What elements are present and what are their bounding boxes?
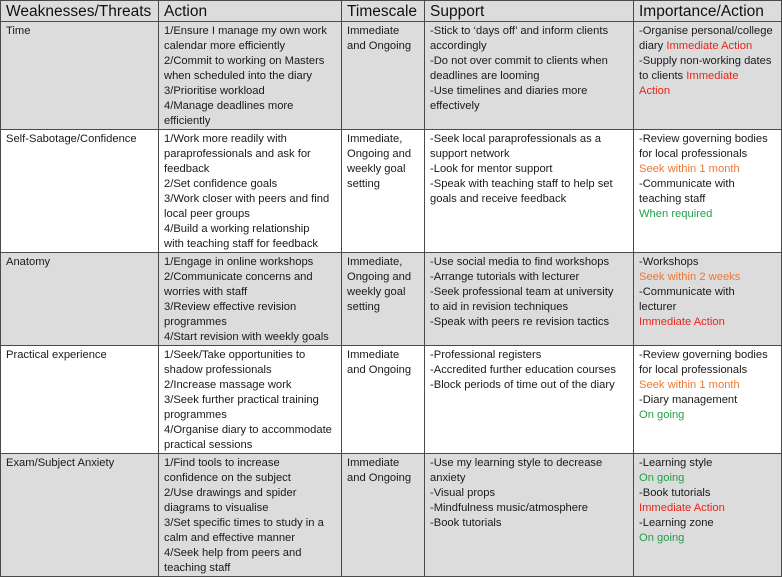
support-cell (425, 130, 634, 253)
cell-line: practical sessions (164, 439, 253, 451)
timescale-cell (342, 454, 425, 577)
cell-line (639, 486, 777, 501)
cell-line: Ongoing and (347, 148, 412, 160)
cell-line: -Use social media to find workshops (430, 256, 610, 268)
status-label: Immediate Action (639, 316, 725, 328)
status-label: On going (639, 472, 685, 484)
weakness-cell: Exam/Subject Anxiety (1, 454, 159, 577)
cell-line: weekly goal (347, 163, 406, 175)
cell-line: 2/Use drawings and spider (164, 487, 297, 499)
action-cell (159, 22, 342, 130)
cell-line: calm and effective manner (164, 532, 296, 544)
cell-line: -Block periods of time out of the diary (430, 379, 615, 391)
cell-line: Ongoing and (347, 271, 412, 283)
header-timescale: Timescale (342, 1, 425, 22)
cell-line (639, 315, 777, 330)
cell-line (639, 456, 777, 471)
header-support: Support (425, 1, 634, 22)
cell-line: 1/Seek/Take opportunities to (164, 349, 306, 361)
cell-line: 3/Seek further practical training (164, 394, 319, 406)
cell-line: feedback (164, 163, 210, 175)
cell-line: Immediate, (347, 256, 403, 268)
cell-line: diagrams to visualise (164, 502, 269, 514)
cell-line (639, 255, 777, 270)
cell-line: 1/Ensure I manage my own work (164, 25, 327, 37)
cell-line: -Speak with peers re revision tactics (430, 316, 610, 328)
cell-line: programmes (164, 316, 227, 328)
cell-line (639, 378, 777, 393)
status-label: Action (639, 85, 671, 97)
importance-cell (634, 22, 782, 130)
cell-line: goals and receive feedback (430, 193, 567, 205)
cell-line: accordingly (430, 40, 487, 52)
cell-line: Immediate (347, 349, 400, 361)
cell-line: support network (430, 148, 510, 160)
cell-line: local peer groups (164, 208, 250, 220)
cell-line: paraprofessionals and ask for (164, 148, 311, 160)
cell-line: 3/Work closer with peers and find (164, 193, 330, 205)
status-label: Seek within 2 weeks (639, 271, 741, 283)
support-cell (425, 253, 634, 346)
cell-line (639, 147, 777, 162)
status-label: On going (639, 532, 685, 544)
cell-line (639, 300, 777, 315)
action-cell (159, 130, 342, 253)
support-cell (425, 22, 634, 130)
cell-line: 4/Start revision with weekly goals (164, 331, 329, 343)
cell-text: for local professionals (639, 148, 748, 160)
table-row (1, 253, 782, 346)
cell-line: and Ongoing (347, 40, 412, 52)
cell-line: worries with staff (164, 286, 248, 298)
timescale-cell (342, 346, 425, 454)
status-label: Seek within 1 month (639, 379, 740, 391)
timescale-cell (342, 253, 425, 346)
cell-text: for local professionals (639, 364, 748, 376)
timescale-cell (342, 22, 425, 130)
timescale-cell (342, 130, 425, 253)
cell-text: -Diary management (639, 394, 738, 406)
cell-line: -Arrange tutorials with lecturer (430, 271, 580, 283)
cell-line (639, 516, 777, 531)
importance-cell (634, 130, 782, 253)
cell-text: to clients (639, 70, 687, 82)
cell-line: anxiety (430, 472, 466, 484)
cell-line (639, 363, 777, 378)
cell-text: -Review governing bodies (639, 133, 768, 145)
cell-line: when scheduled into the diary (164, 70, 313, 82)
cell-line: -Visual props (430, 487, 496, 499)
cell-line: Immediate (347, 25, 400, 37)
cell-line: -Use timelines and diaries more (430, 85, 588, 97)
cell-text: lecturer (639, 301, 677, 313)
cell-line (639, 531, 777, 546)
status-label: Immediate (686, 70, 739, 82)
weakness-cell: Self-Sabotage/Confidence (1, 130, 159, 253)
cell-line (639, 192, 777, 207)
table-row (1, 22, 782, 130)
header-importance: Importance/Action (634, 1, 782, 22)
weakness-cell: Anatomy (1, 253, 159, 346)
cell-line: -Mindfulness music/atmosphere (430, 502, 588, 514)
cell-line: 1/Engage in online workshops (164, 256, 314, 268)
action-cell (159, 454, 342, 577)
action-cell (159, 346, 342, 454)
cell-line (639, 207, 777, 222)
cell-line: efficiently (164, 115, 211, 127)
cell-text: -Learning style (639, 457, 713, 469)
cell-line: deadlines are looming (430, 70, 540, 82)
cell-line (639, 348, 777, 363)
action-cell (159, 253, 342, 346)
cell-line: 4/Build a working relationship (164, 223, 310, 235)
header-action: Action (159, 1, 342, 22)
cell-line: -Speak with teaching staff to help set (430, 178, 613, 190)
cell-line (639, 132, 777, 147)
cell-line (639, 408, 777, 423)
cell-line (639, 471, 777, 486)
cell-line: effectively (430, 100, 480, 112)
header-row (1, 1, 782, 22)
cell-line: 4/Manage deadlines more (164, 100, 294, 112)
cell-line (639, 177, 777, 192)
importance-cell (634, 346, 782, 454)
support-cell (425, 454, 634, 577)
cell-line: Immediate, (347, 133, 403, 145)
cell-line: calendar more efficiently (164, 40, 286, 52)
status-label: Immediate Action (666, 40, 753, 52)
cell-text: -Communicate with (639, 286, 735, 298)
cell-line: 3/Review effective revision (164, 301, 297, 313)
cell-line (639, 39, 777, 54)
cell-text: teaching staff (639, 193, 706, 205)
cell-line: setting (347, 178, 380, 190)
status-label: When required (639, 208, 713, 220)
cell-line (639, 393, 777, 408)
cell-text: -Supply non-working dates (639, 55, 772, 67)
cell-line (639, 285, 777, 300)
cell-line: 1/Work more readily with (164, 133, 287, 145)
header-weaknesses: Weaknesses/Threats (1, 1, 159, 22)
cell-text: -Workshops (639, 256, 699, 268)
cell-line: 2/Increase massage work (164, 379, 292, 391)
weakness-cell: Practical experience (1, 346, 159, 454)
cell-line: Immediate (347, 457, 400, 469)
cell-line: teaching staff (164, 562, 231, 574)
cell-line: programmes (164, 409, 227, 421)
cell-line: -Look for mentor support (430, 163, 553, 175)
table-row (1, 130, 782, 253)
importance-cell (634, 253, 782, 346)
cell-text: -Communicate with (639, 178, 735, 190)
cell-line: -Use my learning style to decrease (430, 457, 603, 469)
cell-text: -Review governing bodies (639, 349, 768, 361)
cell-line: 2/Commit to working on Masters (164, 55, 325, 67)
cell-line: setting (347, 301, 380, 313)
cell-line: 4/Seek help from peers and (164, 547, 302, 559)
cell-line (639, 24, 777, 39)
cell-line: -Seek professional team at university (430, 286, 614, 298)
cell-text: -Book tutorials (639, 487, 711, 499)
cell-line: -Accredited further education courses (430, 364, 616, 376)
status-label: On going (639, 409, 685, 421)
weakness-cell: Time (1, 22, 159, 130)
cell-line (639, 270, 777, 285)
table-row (1, 346, 782, 454)
cell-line: -Do not over commit to clients when (430, 55, 608, 67)
cell-line: 2/Communicate concerns and (164, 271, 313, 283)
status-label: Immediate Action (639, 502, 725, 514)
table-row (1, 454, 782, 577)
status-label: Seek within 1 month (639, 163, 740, 175)
cell-line: with teaching staff for feedback (164, 238, 319, 250)
cell-line: 4/Organise diary to accommodate (164, 424, 332, 436)
cell-line: and Ongoing (347, 472, 412, 484)
cell-line: to aid in revision techniques (430, 301, 569, 313)
cell-line: -Stick to ‘days off’ and inform clients (430, 25, 609, 37)
cell-line: 1/Find tools to increase (164, 457, 280, 469)
cell-line (639, 84, 777, 99)
cell-line: 3/Prioritise workload (164, 85, 265, 97)
cell-line: confidence on the subject (164, 472, 291, 484)
cell-line: 3/Set specific times to study in a (164, 517, 324, 529)
importance-cell (634, 454, 782, 577)
cell-text: -Organise personal/college (639, 25, 773, 37)
cell-line (639, 501, 777, 516)
cell-text: -Learning zone (639, 517, 714, 529)
cell-line: -Professional registers (430, 349, 542, 361)
cell-line: and Ongoing (347, 364, 412, 376)
cell-line: shadow professionals (164, 364, 272, 376)
support-cell (425, 346, 634, 454)
cell-line: -Seek local paraprofessionals as a (430, 133, 602, 145)
cell-line (639, 54, 777, 69)
cell-line: 2/Set confidence goals (164, 178, 278, 190)
cell-text: diary (639, 40, 667, 52)
cell-line (639, 162, 777, 177)
cell-line: -Book tutorials (430, 517, 502, 529)
cell-line (639, 69, 777, 84)
cell-line: weekly goal (347, 286, 406, 298)
